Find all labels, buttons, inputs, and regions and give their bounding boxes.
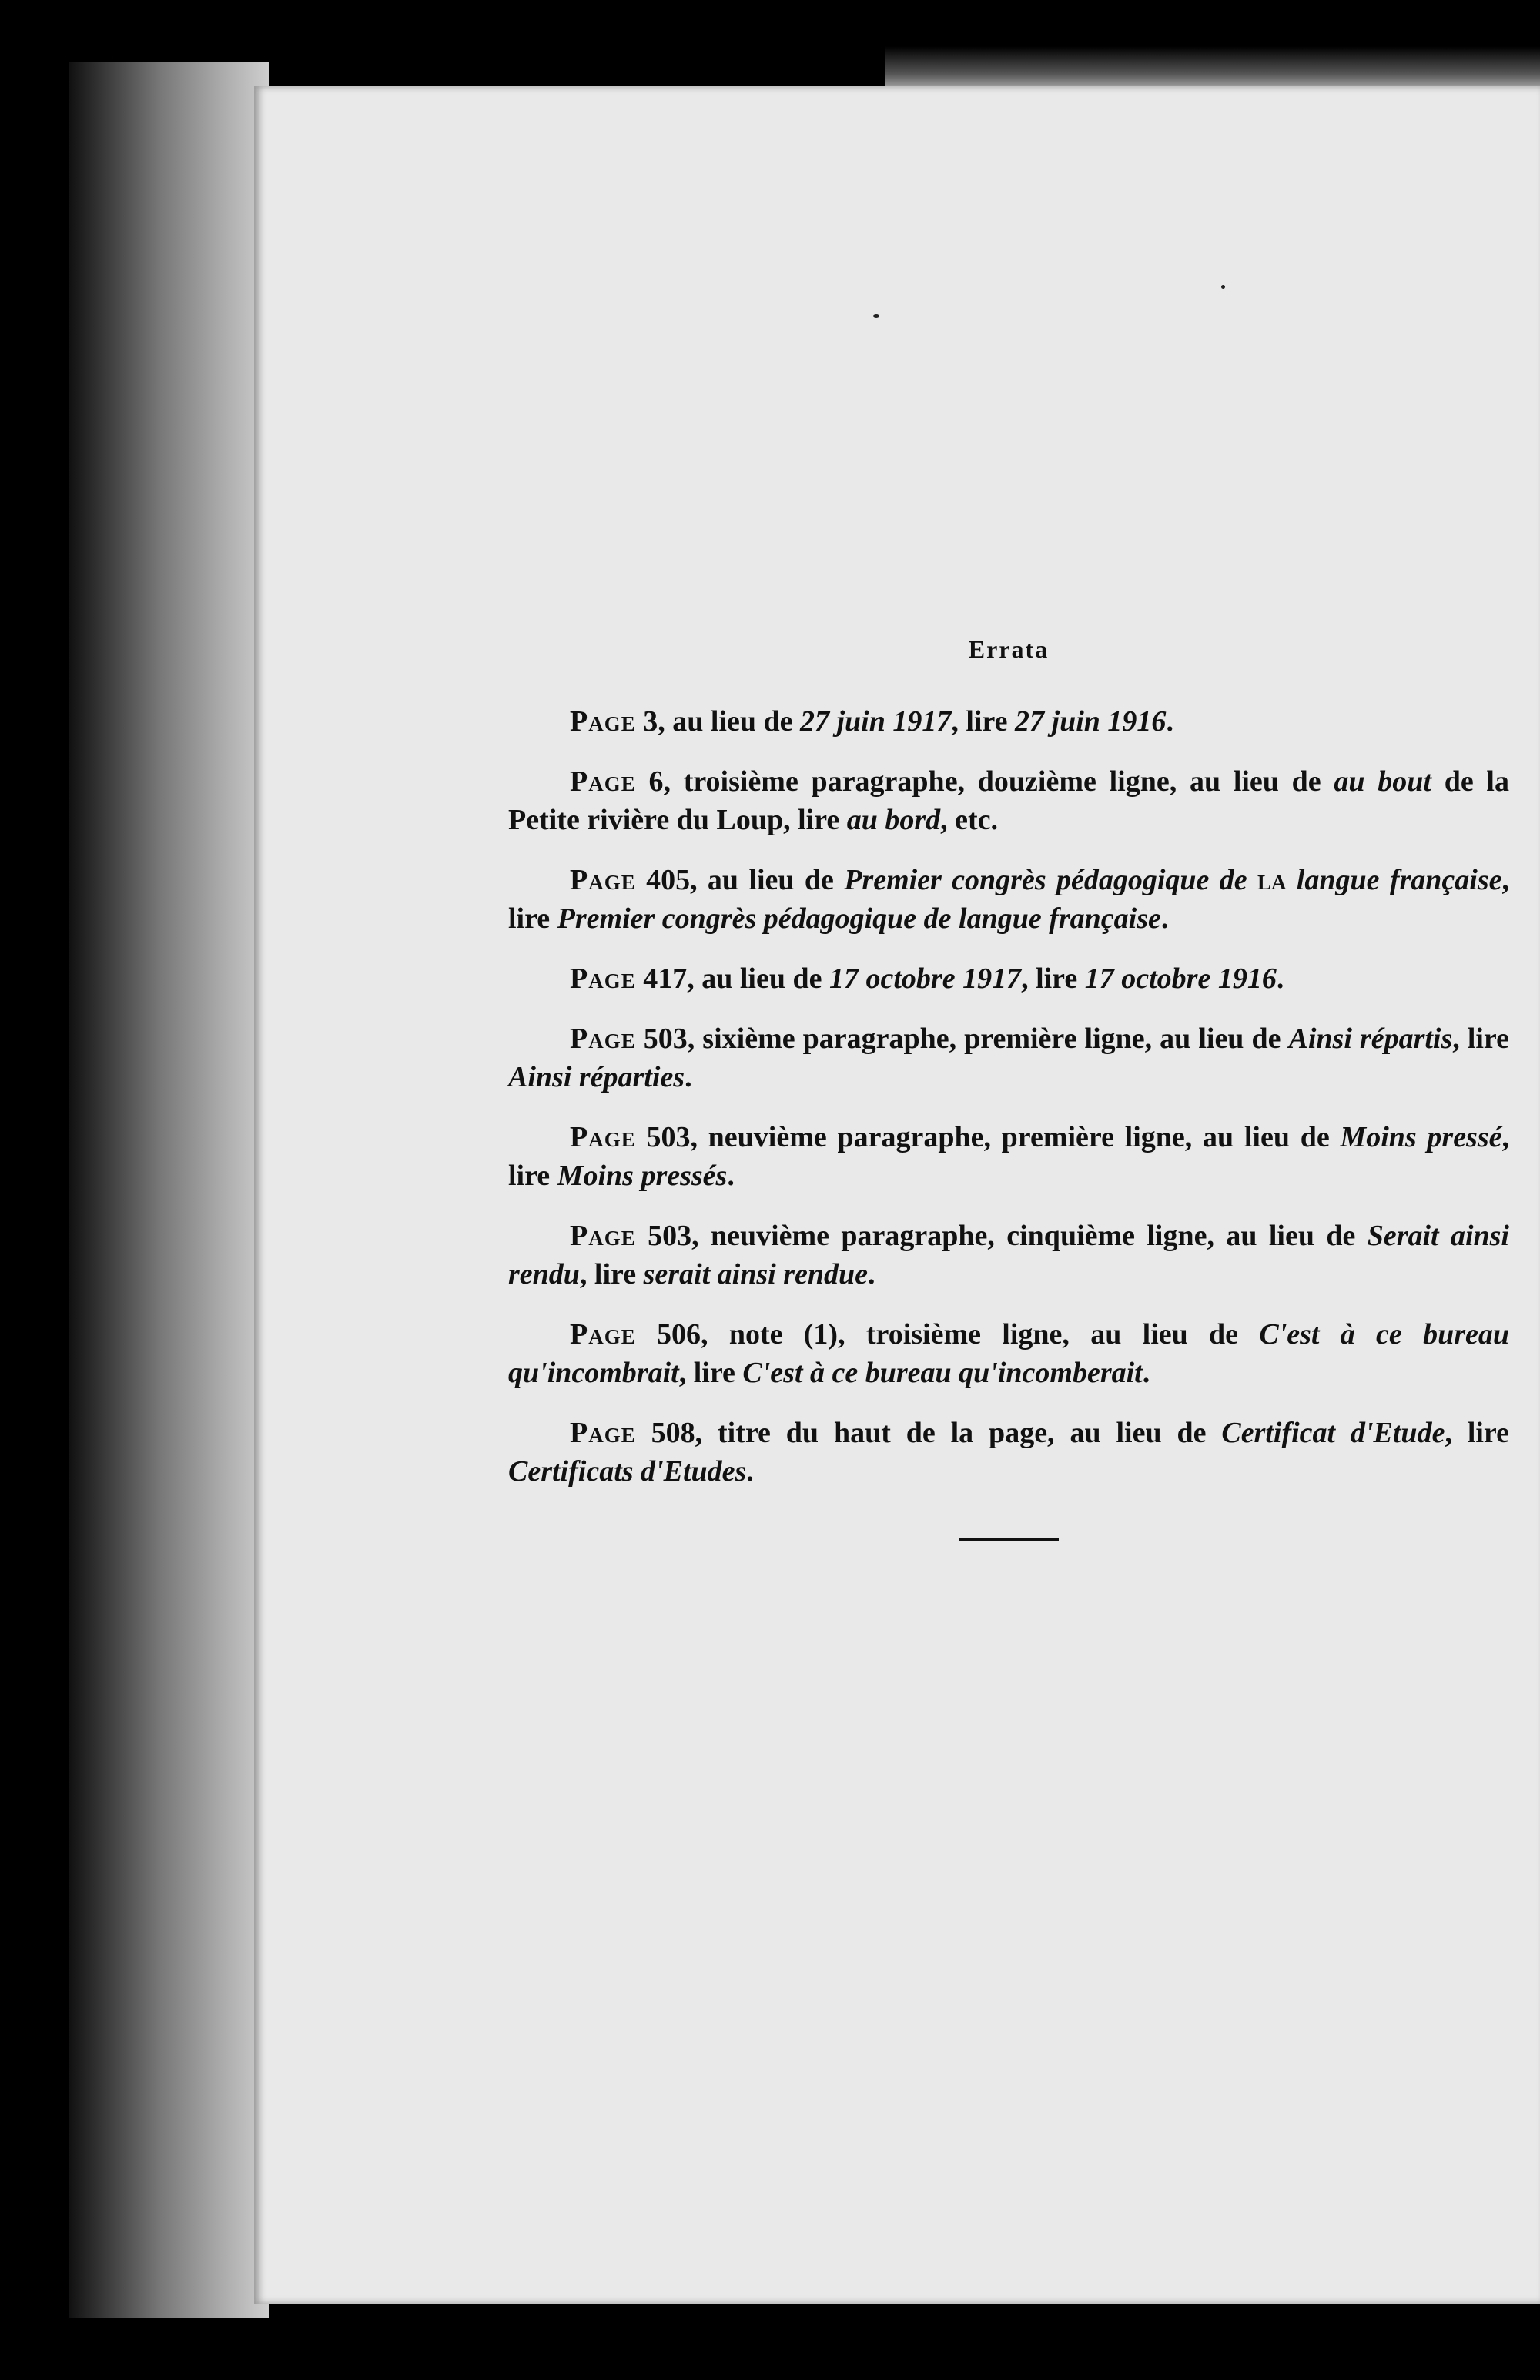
page-ref: Page: [570, 1220, 636, 1252]
correct-text: au bord: [846, 804, 941, 836]
errata-entry-6: Page 503, neuvième paragraphe, première ligne, au lieu de Moins pressé, lire Moins pressés.: [508, 1121, 1510, 1192]
scan-speck: [1221, 285, 1225, 289]
wrong-text: au bout: [1334, 765, 1431, 798]
correct-text: C'est à ce bureau qu'incomberait: [742, 1357, 1143, 1389]
wrong-text: 27 juin 1917: [799, 705, 952, 738]
errata-entry-1: Page 3, au lieu de 27 juin 1917, lire 27 juin 1916.: [570, 705, 1173, 738]
correct-text: serait ainsi rendue: [643, 1258, 868, 1290]
wrong-text: Certificat d'Etude: [1221, 1417, 1445, 1449]
correct-text: Certificats d'Etudes: [508, 1455, 747, 1488]
page-ref: Page: [570, 765, 636, 798]
page-ref: Page: [570, 1417, 636, 1449]
correct-text: Moins pressés: [557, 1160, 728, 1192]
scan-speck: [873, 314, 879, 318]
correct-text: Ainsi réparties: [508, 1061, 685, 1093]
errata-entry-9: Page 508, titre du haut de la page, au lieu de Certificat d'Etude, lire Certificats d'Etudes.: [508, 1417, 1509, 1488]
page-ref: Page: [570, 1121, 636, 1153]
errata-entry-4: Page 417, au lieu de 17 octobre 1917, lire 17 octobre 1916.: [570, 962, 1284, 995]
page-ref: Page: [570, 1023, 636, 1055]
book-spine-edge: [69, 62, 270, 2318]
wrong-text: Premier congrès pédagogique de: [844, 864, 1257, 896]
errata-entry-8: Page 506, note (1), troisième ligne, au lieu de C'est à ce bureau qu'incombrait, lire C'est à ce bureau qu'incomberait.: [508, 1318, 1509, 1389]
wrong-text: Ainsi répartis: [1288, 1023, 1453, 1055]
small-caps-article: la: [1257, 864, 1287, 896]
correct-text: Premier congrès pédagogique de langue française: [557, 902, 1161, 935]
wrong-text: C'est à ce bureau qu'incombrait: [508, 1318, 1509, 1389]
page-ref: Page: [570, 1318, 636, 1351]
errata-entry-7: Page 503, neuvième paragraphe, cinquième ligne, au lieu de Serait ainsi rendu, lire serait ainsi rendue.: [508, 1220, 1509, 1290]
errata-entry-2: Page 6, troisième paragraphe, douzième ligne, au lieu de au bout de la Petite rivière du Loup, lire au bord, etc.: [508, 765, 1509, 836]
errata-entry-3: Page 405, au lieu de Premier congrès pédagogique de la langue française, lire Premier congrès pédagogique de langue française.: [508, 864, 1509, 935]
errata-entry-5: Page 503, sixième paragraphe, première ligne, au lieu de Ainsi répartis, lire Ainsi réparties.: [508, 1023, 1509, 1093]
page-ref: Page: [570, 705, 636, 738]
wrong-text-cont: langue française: [1286, 864, 1502, 896]
errata-content: [508, 635, 1509, 1541]
correct-text: 27 juin 1916: [1015, 705, 1167, 738]
errata-title: Errata: [968, 635, 1050, 663]
page-ref: Page: [570, 864, 636, 896]
correct-text: 17 octobre 1916: [1084, 962, 1277, 995]
wrong-text: Moins pressé: [1340, 1121, 1502, 1153]
wrong-text: Serait ainsi rendu: [508, 1220, 1509, 1290]
wrong-text: 17 octobre 1917: [829, 962, 1022, 995]
closing-rule: [959, 1538, 1059, 1541]
page-top-shadow: [886, 46, 1540, 92]
page-ref: Page: [570, 962, 636, 995]
